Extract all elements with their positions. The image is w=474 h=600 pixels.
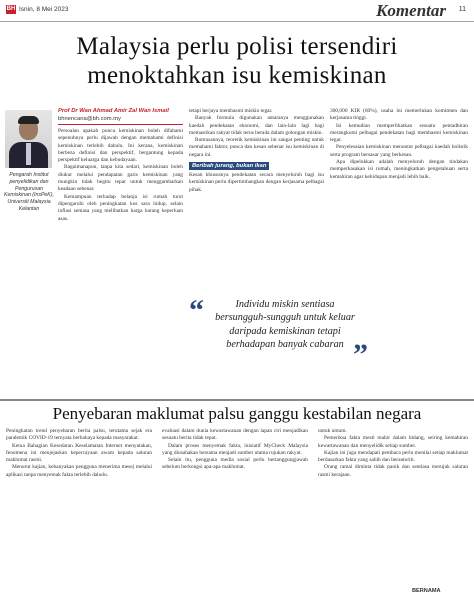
paragraph: Isi kemudian memperlihatkan sesuatu pentadbiran merangkumi pelbagai pendekatan bagi membasmi kemiskinan tegar. [330,122,468,144]
paragraph: tetapi berjaya membasmi miskin tegar. [189,108,273,114]
author-caption: Pengarah Institut penyelidikan dan Pengurusan Kemiskinan (InsPeK), Universiti Malaysia Kelantan [4,172,54,212]
paragraph: untuk umum. [318,428,347,434]
paragraph: Peningkatan trend penyebaran berita palsu, terutama sejak era pandemik COVID-19 ternyata berbahaya kepada masyarakat. [6,428,152,442]
quote-close-icon: ” [353,338,368,371]
paragraph: evaluasi dalam dunia kewartawanan dengan lapan ciri menjadikan sesuatu berita tidak tepat. [162,428,308,442]
paragraph: Ketua Bahagian Kesedaran Keselamatan Internet menyatakan, fenomena ini menjejaskan kepercayaan awam kepada saluran maklumat rasmi. [6,442,152,464]
section-title: Komentar [376,1,446,20]
byline: Prof Dr Wan Ahmad Amir Zal Wan Ismail [58,108,169,114]
paragraph: Penyelesaian kemiskinan menuntut pelbagai kaedah holistik serta program bersasar yang berkesan. [330,144,468,158]
author-email[interactable]: bhnencana@bh.com.my [58,116,121,122]
article-headline [0,32,474,90]
brand-logo: BH [6,6,16,12]
article-column-1 [58,128,183,394]
headline-line-2: menoktahkan isu kemiskinan [87,62,387,89]
paragraph: Pemeriksa fakta mesti mahir dalam bidang, seiring kemahiran kewartawanan dan menyelidik setiap sumber. [318,435,468,449]
paragraph: Kesan khususnya pendekatan secara menyeluruh bagi isu kemiskinan perlu dipertimbangkan dengan kerjasama pelbagai pihak. [189,172,324,193]
paragraph: Menurut kajian, kebanyakan pengguna menerima mesej melalui aplikasi tanpa menyemak fakta terlebih dahulu. [6,464,152,478]
article2-column-1 [6,428,152,598]
pull-quote: Individu miskin sentiasa bersungguh-sungguh untuk keluar daripada kemiskinan tetapi berhadapan banyak cabaran [215,299,355,351]
paragraph: Persoalan apakah punca kemiskinan boleh difahami sepenuhnya perlu dijawab dengan memahami definisi kemiskinan terlebih dahulu. Ini kerana, kemiskinan berbeza definisi dan perspektif, bergantung kepada perspektif keluarga dan kebudayaan. [58,128,183,164]
paragraph: 300,000 KIR (60%), usaha ini memerlukan komitmen dan kerjasama tinggi. [330,108,468,122]
article2-headline: Penyebaran maklumat palsu ganggu kestabilan negara [52,404,422,423]
page-header [0,0,474,22]
article-column-2 [189,108,324,294]
paragraph: Selain itu, pengguna media sosial perlu bertanggungjawab sebelum berkongsi apa-apa maklumat. [162,457,308,471]
article-divider [0,399,474,401]
page-number: 11 [458,6,466,13]
paragraph: Apa dipelukkan adalah menyeluruh dengan tindakan memperkasakan isi rumah, meningkatkan pengetahuan serta kemahiran agar kehidupan menjadi lebih baik. [330,159,468,180]
paragraph: Kemampuan terhadap belanja isi rumah turut dipengaruhi oleh peningkatan kos sara hidup, selain inflasi semasa yang melibatkan harga barang keperluan asas. [58,193,183,222]
paragraph: Bagaimanapun, tanpa kita sedari, kemiskinan boleh diukur melalui pendapatan garis kemiskinan yang mungkin tidak begitu tepat untuk menggambarkan keadaan sebenar. [58,164,183,193]
author-photo [5,110,52,168]
paragraph: Orang ramai diminta tidak panik dan sentiasa merujuk saluran rasmi kerajaan. [318,464,468,478]
issue-date: Isnin, 8 Mei 2023 [19,6,69,13]
paragraph: Kajian ini juga mendapati pembaca perlu menilai setiap maklumat berdasarkan fakta yang sahih dan berautoriti. [318,449,468,464]
byline-rule [58,124,183,125]
subheading: Beribah jurang, bukan ikan [189,162,269,170]
paragraph: Rumusannya, teoretik kemiskinan ini sangat penting untuk memahami faktor, punca dan kesan sebenar isu kemiskinan di negara ini. [189,137,324,158]
article2-column-3 [318,428,468,586]
paragraph: Banyak formula digunakan antaranya menggunakan kaedah pendekatan ekonomi, dan lain-lain lagi bagi memastikan rakyat tidak terus berada dalam golongan miskin. [189,115,324,136]
news-agency-signoff: BERNAMA [412,588,441,594]
headline-line-1: Malaysia perlu polisi tersendiri [76,33,398,60]
article2-column-2 [162,428,308,598]
paragraph: Dalam proses menyemak fakta, inisiatif MyCheck Malaysia yang diusahakan bersama menjadi sumber utama rujukan rakyat. [162,442,308,456]
quote-open-icon: “ [189,294,204,327]
